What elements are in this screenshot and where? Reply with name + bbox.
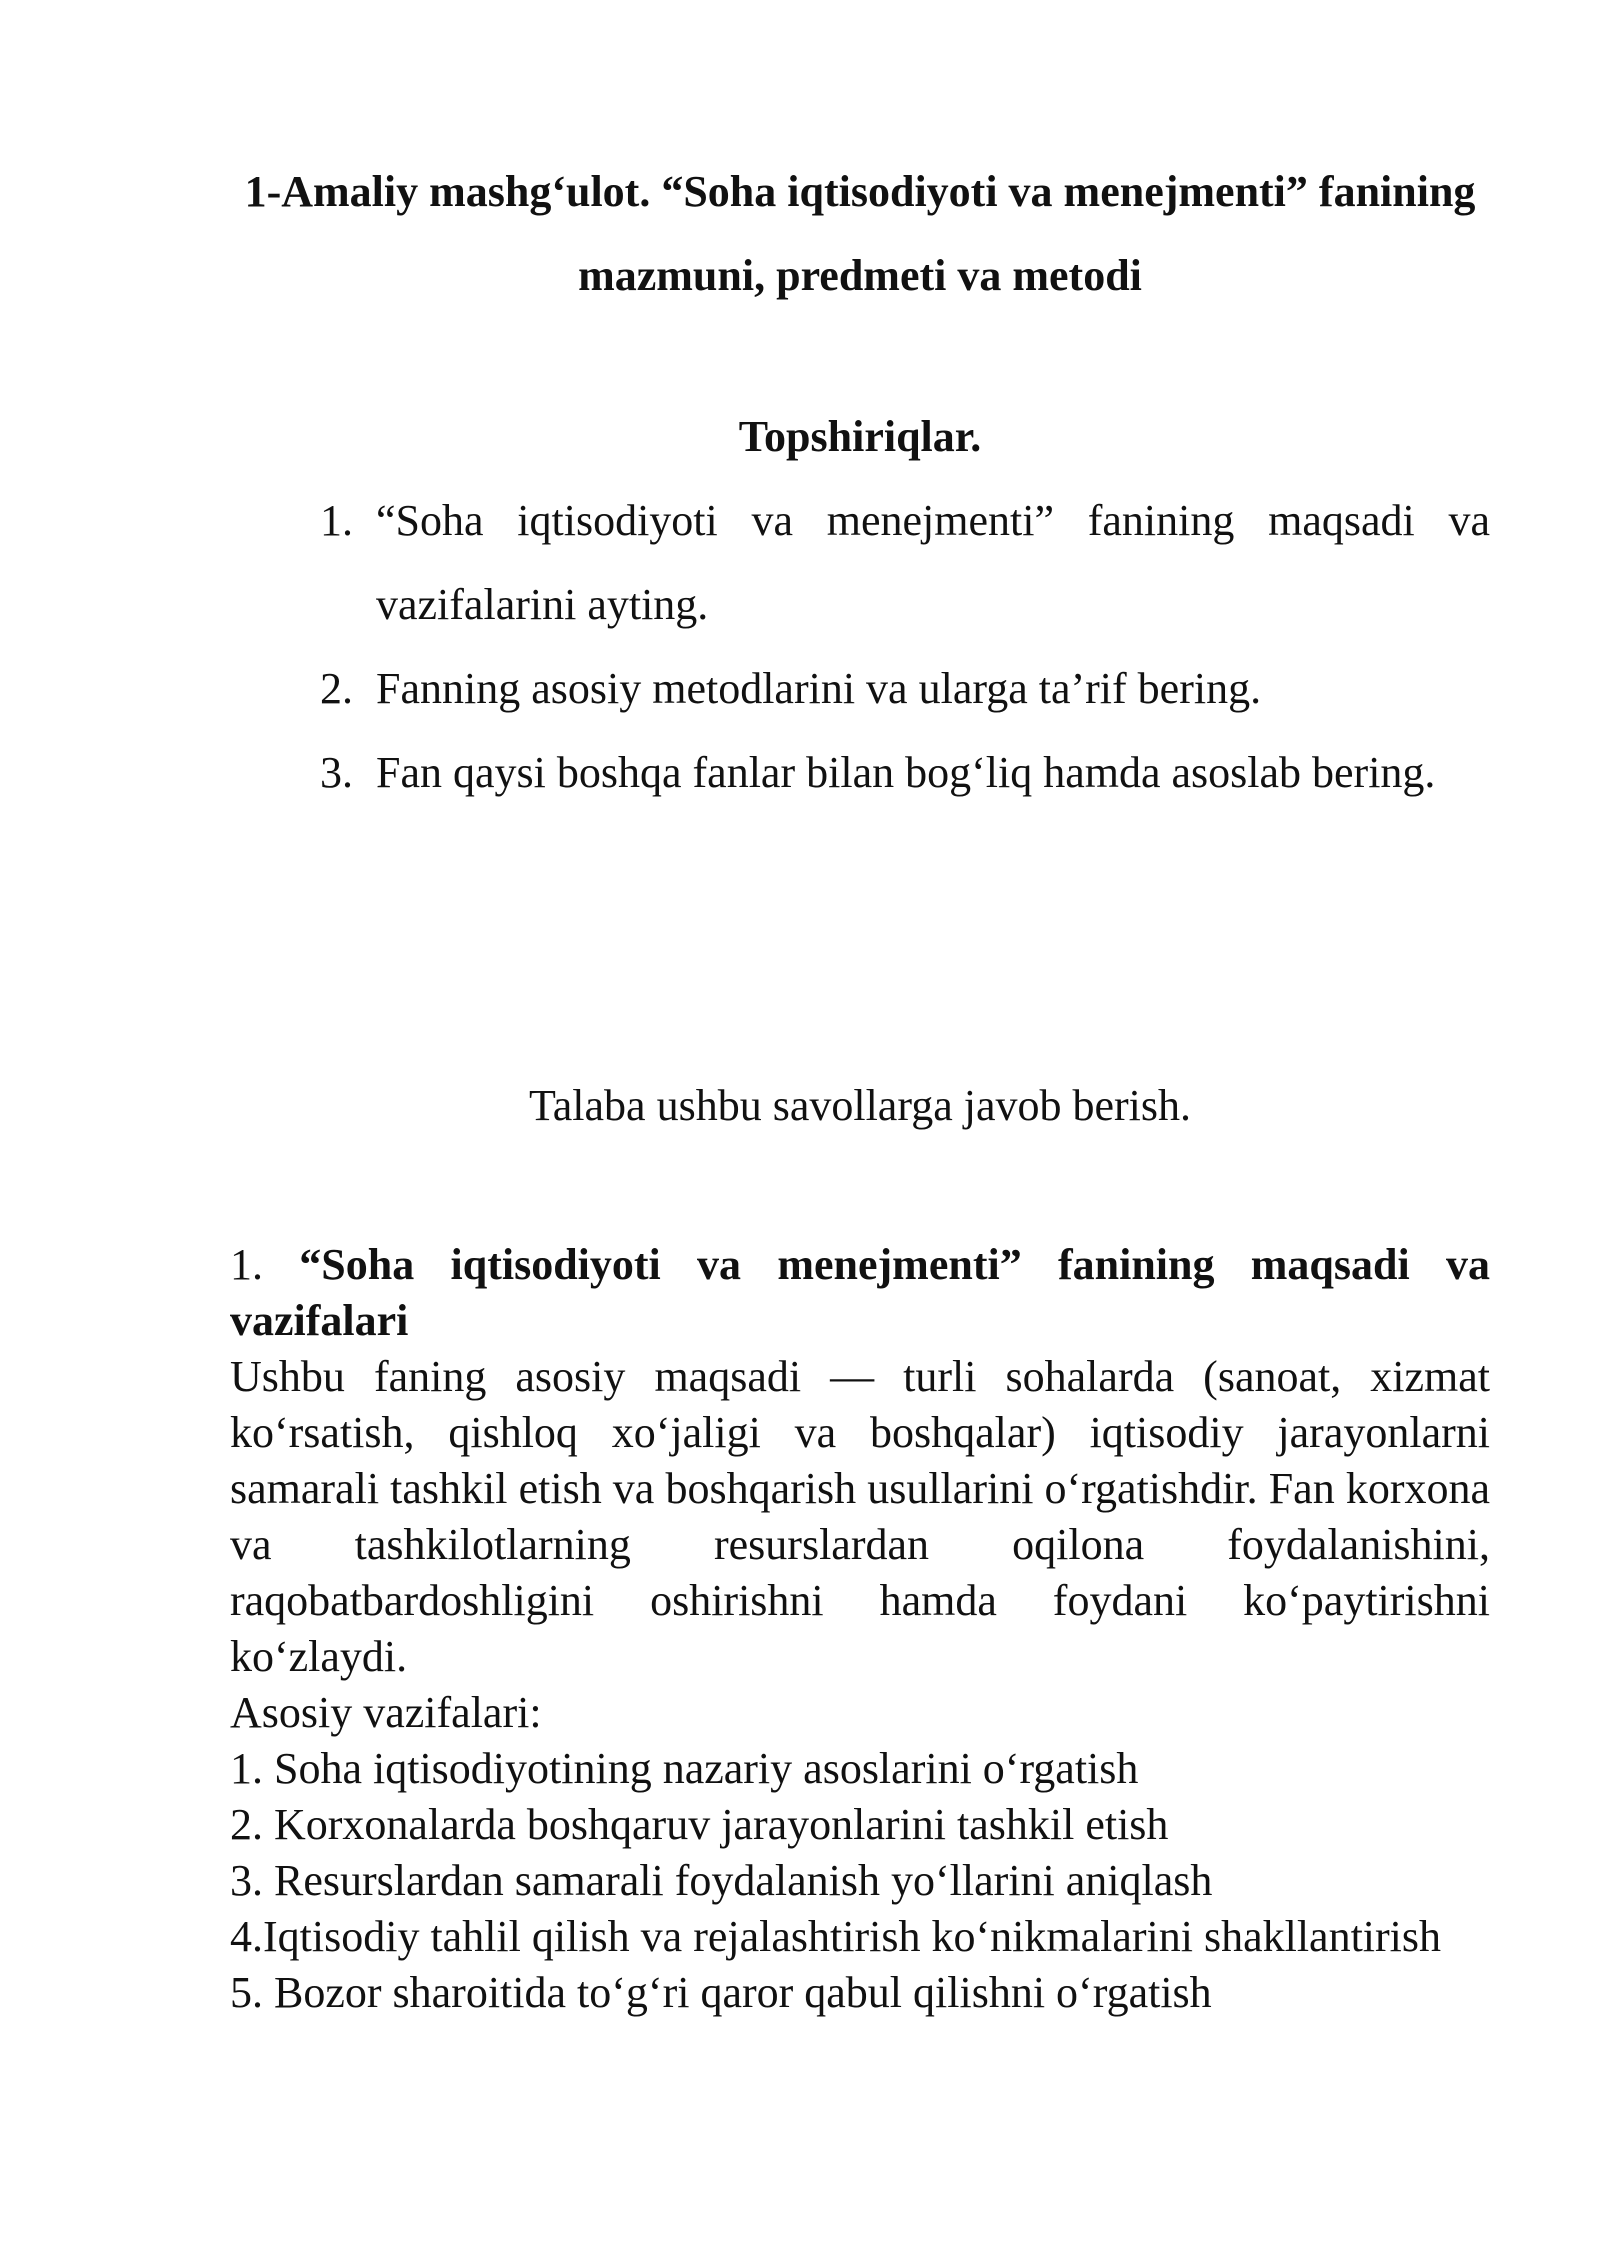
task-item bbox=[320, 647, 1490, 731]
tasks-heading: Topshiriqlar. bbox=[738, 412, 982, 461]
duty-item: 2. Korxonalarda boshqaruv jarayonlarini tashkil etish bbox=[230, 1800, 1169, 1849]
document-title: 1-Amaliy mashg‘ulot. “Soha iqtisodiyoti va menejmenti” fanining mazmuni, predmeti va metodi bbox=[244, 167, 1476, 300]
duty-item: 5. Bozor sharoitida to‘g‘ri qaror qabul qilishni o‘rgatish bbox=[230, 1968, 1212, 2017]
task-text: Fanning asosiy metodlarini va ularga ta’rif bering. bbox=[376, 664, 1262, 713]
answer-heading-text: “Soha iqtisodiyoti va menejmenti” fanining maqsadi va vazifalari bbox=[230, 1240, 1490, 1345]
duties-label: Asosiy vazifalari: bbox=[230, 1688, 542, 1737]
duty-item: 4.Iqtisodiy tahlil qilish va rejalashtirish ko‘nikmalarini shakllantirish bbox=[230, 1912, 1442, 1961]
answer-paragraph: Ushbu faning asosiy maqsadi — turli sohalarda (sanoat, xizmat ko‘rsatish, qishloq xo‘jaligi va boshqalar) iqtisodiy jarayonlarni samarali tashkil etish va boshqarish usullarini o‘rgatishdir. Fan korxona va tashkilotlarning resurslardan oqilona foydalanishini, raqobatbardoshligini oshirishni hamda foydani ko‘paytirishni ko‘zlaydi. bbox=[230, 1352, 1490, 1681]
answer-heading-number: 1. bbox=[230, 1240, 263, 1289]
task-number: 3. bbox=[320, 748, 353, 797]
task-number: 1. bbox=[320, 496, 353, 545]
task-item bbox=[320, 731, 1490, 815]
task-text: “Soha iqtisodiyoti va menejmenti” fanining maqsadi va vazifalarini ayting. bbox=[376, 496, 1490, 629]
task-number: 2. bbox=[320, 664, 353, 713]
duty-item: 3. Resurslardan samarali foydalanish yo‘llarini aniqlash bbox=[230, 1856, 1213, 1905]
tasks-list bbox=[320, 479, 1490, 815]
answer-heading bbox=[230, 1237, 1490, 1349]
task-item bbox=[320, 479, 1490, 647]
student-note: Talaba ushbu savollarga javob berish. bbox=[528, 1081, 1192, 1130]
task-text: Fan qaysi boshqa fanlar bilan bog‘liq hamda asoslab bering. bbox=[376, 748, 1436, 797]
answer-section bbox=[230, 1237, 1490, 2021]
duty-item: 1. Soha iqtisodiyotining nazariy asoslarini o‘rgatish bbox=[230, 1744, 1139, 1793]
